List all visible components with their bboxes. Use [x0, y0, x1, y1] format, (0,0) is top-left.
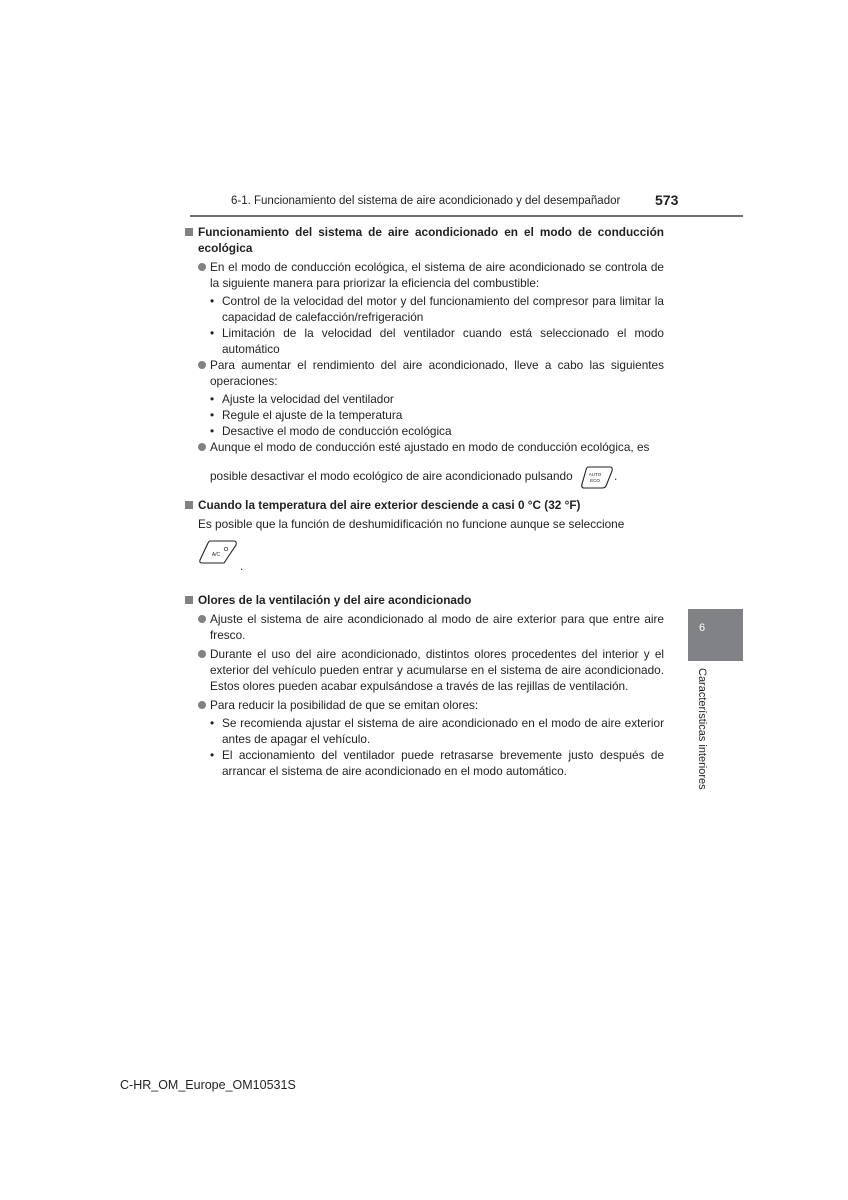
chapter-tab-number: 6 [699, 622, 706, 634]
sub-list-item: • Desactive el modo de conducción ecológica [210, 424, 452, 438]
circle-bullet-icon [198, 443, 206, 451]
ac-button-icon [198, 538, 238, 566]
list-item: Ajuste el sistema de aire acondicionado al modo de aire exterior para que entre aire fresco. [184, 611, 664, 643]
section-heading-odors: Olores de la ventilación y del aire acondicionado [184, 592, 664, 608]
section-heading-low-temp: Cuando la temperatura del aire exterior desciende a casi 0 °C (32 °F) [184, 497, 664, 513]
bullet-icon: • [210, 424, 215, 438]
square-bullet-icon [185, 501, 193, 509]
list-item-continuation: posible desactivar el modo ecológico de aire acondicionado pulsando AUTO ECO . [184, 465, 664, 491]
square-bullet-icon [185, 596, 193, 604]
bullet-icon: • [210, 408, 215, 422]
ac-button-row [184, 538, 664, 578]
auto-eco-button-icon [580, 465, 614, 489]
bullet-icon: • [210, 392, 215, 406]
bullet-icon: • [210, 716, 215, 730]
square-bullet-icon [185, 228, 193, 236]
eco-button-auto-label: AUTO [588, 472, 602, 477]
sentence-period: . [240, 559, 244, 573]
document-code: C-HR_OM_Europe_OM10531S [120, 1078, 296, 1092]
page-number: 573 [655, 192, 679, 208]
sub-list-item: • Se recomienda ajustar el sistema de aire acondicionado en el modo de aire exterior antes de apagar el vehículo. [210, 716, 664, 746]
eco-button-eco-label: ECO [590, 478, 600, 483]
header-rule [190, 215, 743, 217]
sentence-period: . [613, 469, 618, 484]
sub-list-item: • Ajuste la velocidad del ventilador [210, 392, 394, 406]
circle-bullet-icon [198, 361, 206, 369]
circle-bullet-icon [198, 701, 206, 709]
sub-list-item: • Control de la velocidad del motor y del funcionamiento del compresor para limitar la capacidad de calefacción/refrigeración [210, 294, 664, 324]
bullet-icon: • [210, 294, 215, 308]
list-item: Para reducir la posibilidad de que se emitan olores: [184, 697, 664, 713]
sub-list-item: • Limitación de la velocidad del ventilador cuando está seleccionado el modo automático [210, 326, 664, 356]
circle-bullet-icon [198, 615, 206, 623]
list-item: Aunque el modo de conducción esté ajustado en modo de conducción ecológica, es [184, 439, 664, 455]
bullet-icon: • [210, 326, 215, 340]
section-heading-eco-mode: Funcionamiento del sistema de aire acondicionado en el modo de conducción ecológica [184, 224, 664, 256]
list-item: En el modo de conducción ecológica, el sistema de aire acondicionado se controla de la siguiente manera para priorizar la eficiencia del combustible: [184, 259, 664, 291]
list-item: Durante el uso del aire acondicionado, distintos olores procedentes del interior y el exterior del vehículo pueden entrar y acumularse en el sistema de aire acondicionado. Estos olores pueden acabar expulsándose a través de las rejillas de ventilación. [184, 646, 664, 694]
circle-bullet-icon [198, 650, 206, 658]
chapter-tab-label: Características interiores [696, 668, 708, 790]
circle-bullet-icon [198, 263, 206, 271]
section-body: Es posible que la función de deshumidificación no funcione aunque se seleccione [198, 517, 625, 531]
page-header-title: 6-1. Funcionamiento del sistema de aire acondicionado y del desempañador [231, 195, 621, 207]
sub-list-item: • Regule el ajuste de la temperatura [210, 408, 403, 422]
list-item: Para aumentar el rendimiento del aire acondicionado, lleve a cabo las siguientes operaciones: [184, 357, 664, 389]
bullet-icon: • [210, 748, 215, 762]
page-content [184, 224, 664, 779]
chapter-tab [688, 609, 743, 661]
ac-button-label: A/C [211, 552, 221, 558]
sub-list-item: • El accionamiento del ventilador puede retrasarse brevemente justo después de arrancar el sistema de aire acondicionado en el modo automático. [210, 748, 664, 778]
